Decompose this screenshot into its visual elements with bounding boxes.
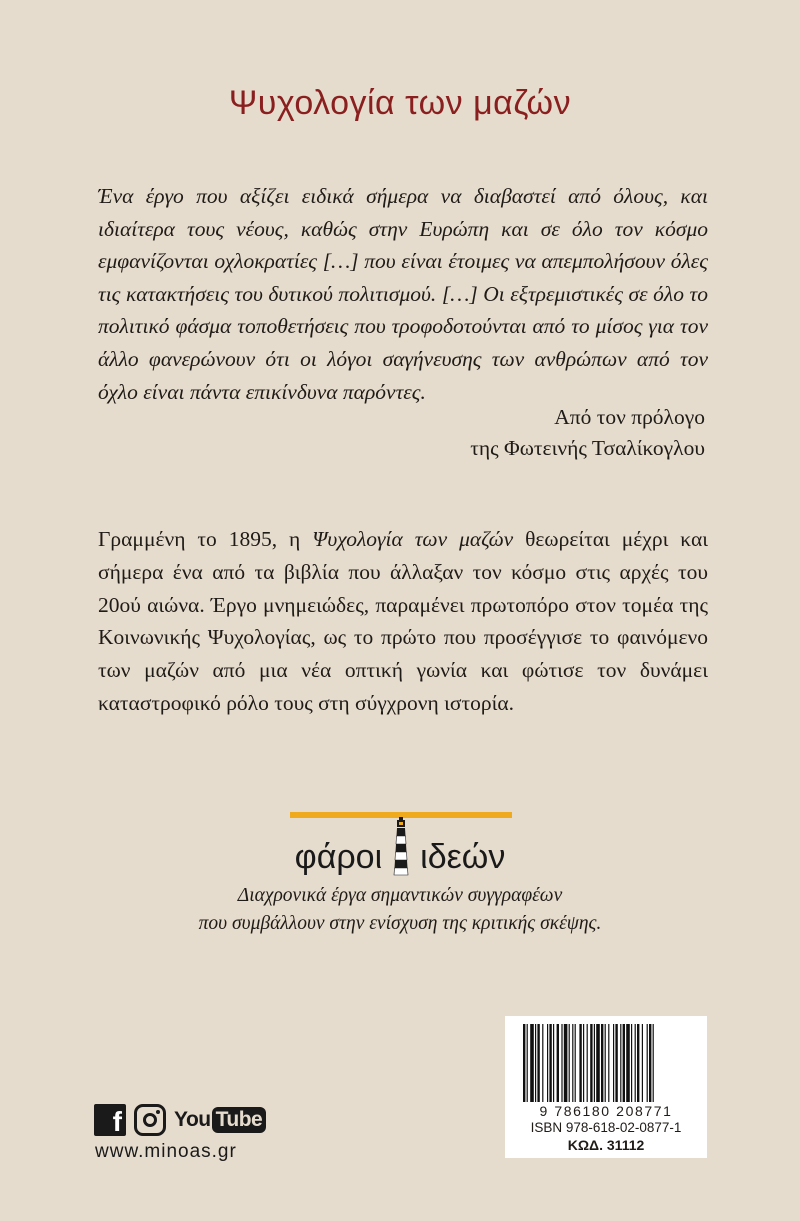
- barcode-digits: 9 786180 208771: [539, 1103, 673, 1119]
- attribution-line-1: Από τον πρόλογο: [554, 405, 705, 429]
- series-logo-word-1: φάροι: [294, 838, 383, 876]
- series-logo: [0, 815, 800, 877]
- instagram-icon[interactable]: [134, 1104, 166, 1136]
- barcode-panel: [505, 1016, 707, 1158]
- quote-attribution: [470, 402, 705, 463]
- youtube-icon-you: You: [174, 1108, 211, 1131]
- description-start: Γραμμένη το 1895, η: [98, 527, 313, 551]
- social-links: [94, 1104, 266, 1136]
- description-rest: θεωρείται μέχρι και σήμερα ένα από τα βιβλία που άλλαξαν τον κόσμο στις αρχές του 20ού αιώνα. Έργο μνημειώδες, παραμένει πρωτοπόρο στον τομέα της Κοινωνικής Ψυχολογίας, ως το πρώτο που προσέγγισε το φαινόμενο των μαζών από μια νέα οπτική γωνία και φώτισε τον δυνάμει καταστροφικό ρόλο τους στη σύγχρονη ιστορία.: [98, 527, 708, 715]
- book-description: [98, 523, 708, 720]
- series-tagline-line-1: Διαχρονικά έργα σημαντικών συγγραφέων: [237, 885, 563, 906]
- isbn-number: ISBN 978-618-02-0877-1: [530, 1120, 682, 1135]
- lighthouse-icon: [390, 815, 412, 877]
- series-logo-word-2: ιδεών: [420, 838, 506, 876]
- series-tagline: [0, 882, 800, 937]
- product-code: ΚΩΔ. 31112: [567, 1137, 645, 1153]
- facebook-icon[interactable]: f: [94, 1104, 126, 1136]
- attribution-line-2: της Φωτεινής Τσαλίκογλου: [470, 435, 705, 460]
- series-tagline-line-2: που συμβάλλουν στην ενίσχυση της κριτικής σκέψης.: [198, 912, 602, 934]
- book-title: Ψυχολογία των μαζών: [228, 84, 572, 122]
- youtube-icon[interactable]: [174, 1107, 266, 1133]
- prologue-quote: Ένα έργο που αξίζει ειδικά σήμερα να διαβαστεί από όλους, και ιδιαίτερα τους νέους, καθώς στην Ευρώπη και σε όλο τον κόσμο εμφανίζονται οχλοκρατίες […] που είναι έτοιμες να απεμπολήσουν όλες τις κατακτήσεις του δυτικού πολιτισμού. […] Οι εξτρεμιστικές σε όλο το πολιτικό φάσμα τοποθετήσεις που τροφοδοτούνται από το μίσος για τον άλλο φανερώνουν ότι οι λόγοι σαγήνευσης των ανθρώπων από τον όχλο είναι πάντα επικίνδυνα παρόντες.: [98, 184, 708, 404]
- youtube-icon-tube: Tube: [212, 1107, 267, 1133]
- description-title-emphasis: Ψυχολογία των μαζών: [312, 527, 514, 551]
- publisher-website[interactable]: www.minoas.gr: [95, 1141, 237, 1162]
- barcode-icon: [523, 1024, 689, 1102]
